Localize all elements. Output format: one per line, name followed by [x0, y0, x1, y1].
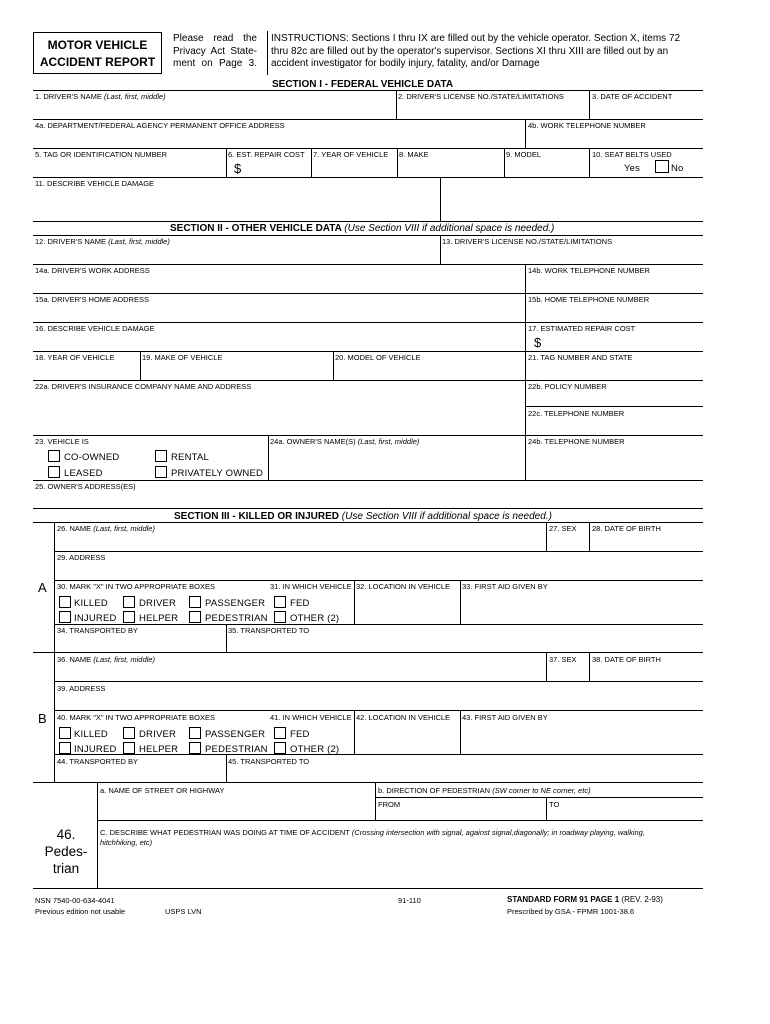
rental-label: RENTAL [171, 452, 209, 463]
f46b-hint: (SW corner to NE corner, etc) [492, 786, 591, 795]
field-18-label: 18. YEAR OF VEHICLE [35, 353, 115, 362]
field-15b-label: 15b. HOME TELEPHONE NUMBER [528, 295, 650, 304]
b-passenger-label: PASSENGER [205, 729, 266, 740]
field-6-label: 6. EST. REPAIR COST [228, 150, 305, 159]
field-34-label: 34. TRANSPORTED BY [57, 626, 138, 635]
field-28-label: 28. DATE OF BIRTH [592, 524, 661, 533]
instructions-line3: accident investigator for bodily injury, fatality, and/or Damage [271, 58, 540, 69]
a-passenger-label: PASSENGER [205, 598, 266, 609]
person-a-letter: A [38, 580, 47, 595]
f26-hint: (Last, first, middle) [93, 524, 155, 533]
field-1-input[interactable] [34, 102, 395, 118]
instructions [271, 33, 701, 71]
field-25-label: 25. OWNER'S ADDRESS(ES) [35, 482, 136, 491]
a-injured-label: INJURED [74, 613, 117, 624]
a-killed-label: KILLED [74, 598, 108, 609]
field-21-label: 21. TAG NUMBER AND STATE [528, 353, 633, 362]
f24a-text: 24a. OWNER'S NAME(S) [270, 437, 356, 446]
field-1-label [35, 92, 166, 101]
field-39-label: 39. ADDRESS [57, 684, 106, 693]
section3-heading [174, 511, 552, 522]
field-15b-input[interactable] [526, 305, 702, 321]
field-13-label: 13. DRIVER'S LICENSE NO./STATE/LIMITATIONS [442, 237, 613, 246]
a-other-label: OTHER (2) [290, 613, 340, 624]
person-b-letter: B [38, 711, 47, 726]
f36-text: 36. NAME [57, 655, 92, 664]
f46c-text: C. DESCRIBE WHAT PEDESTRIAN WAS DOING AT TIME OF ACCIDENT [100, 828, 350, 837]
field-22a-label: 22a. DRIVER'S INSURANCE COMPANY NAME AND ADDRESS [35, 382, 252, 391]
coowned-checkbox[interactable] [48, 450, 60, 462]
f36-hint: (Last, first, middle) [93, 655, 155, 664]
b-killed-label: KILLED [74, 729, 108, 740]
b-pedestrian-label: PEDESTRIAN [205, 744, 268, 755]
b-pedestrian-checkbox[interactable] [189, 742, 201, 754]
field-3-input[interactable] [590, 102, 702, 118]
instructions-line2: thru 82c are filled out by the operator's supervisor. Sections XI thru XIII are filled out by an [271, 45, 669, 57]
section1-heading: SECTION I - FEDERAL VEHICLE DATA [272, 79, 454, 90]
field-12-label [35, 237, 170, 246]
f1-text: 1. DRIVER'S NAME [35, 92, 102, 101]
form-title-line2: ACCIDENT REPORT [39, 55, 156, 69]
field-32-label: 32. LOCATION IN VEHICLE [356, 582, 451, 591]
a-killed-checkbox[interactable] [59, 596, 71, 608]
field-4a-input[interactable] [34, 131, 524, 147]
field-36-label [57, 655, 155, 664]
seat-belts-yes-label: Yes [624, 163, 641, 174]
footer-prescribed: Prescribed by GSA - FPMR 1001-38.6 [507, 907, 635, 916]
a-driver-label: DRIVER [139, 598, 177, 609]
field-38-label: 38. DATE OF BIRTH [592, 655, 661, 664]
a-pedestrian-checkbox[interactable] [189, 611, 201, 623]
a-pedestrian-label: PEDESTRIAN [205, 613, 268, 624]
field-10-label: 10. SEAT BELTS USED [592, 150, 672, 159]
section2-note: (Use Section VIII if additional space is needed.) [344, 223, 555, 234]
field-14b-input[interactable] [526, 276, 702, 292]
field-15a-label: 15a. DRIVER'S HOME ADDRESS [35, 295, 149, 304]
a-other-checkbox[interactable] [274, 611, 286, 623]
form-title-line1: MOTOR VEHICLE [47, 38, 148, 52]
b-fed-label: FED [290, 729, 310, 740]
field-12-input[interactable] [34, 247, 439, 263]
privately-owned-clip [171, 466, 264, 480]
b-helper-checkbox[interactable] [123, 742, 135, 754]
field-24a-label [270, 437, 419, 446]
field-46c-hint-2 [100, 838, 152, 847]
privately-owned-label: PRIVATELY OWNED [171, 468, 264, 479]
section3-title: SECTION III - KILLED OR INJURED [174, 511, 340, 522]
f24a-hint: (Last, first, middle) [357, 437, 420, 446]
field-17-dollar: $ [534, 335, 542, 350]
b-injured-label: INJURED [74, 744, 117, 755]
field-7-label: 7. YEAR OF VEHICLE [313, 150, 389, 159]
footer-usps: USPS LVN [165, 907, 202, 916]
field-14a-input[interactable] [34, 276, 524, 292]
field-46b-label [378, 786, 591, 795]
a-injured-checkbox[interactable] [59, 611, 71, 623]
pedestrian-label-line1: 46. Pedes- [44, 827, 88, 859]
field-13-input[interactable] [441, 247, 702, 263]
from-label: FROM [378, 800, 401, 809]
b-other-label: OTHER (2) [290, 744, 340, 755]
instructions-line1: INSTRUCTIONS: Sections I thru IX are filled out by the vehicle operator. Section X, items 72 [271, 33, 681, 44]
field-2-input[interactable] [397, 102, 588, 118]
b-helper-label: HELPER [139, 744, 179, 755]
field-22b-label: 22b. POLICY NUMBER [528, 382, 607, 391]
pedestrian-label-line2: trian [52, 861, 80, 876]
b-passenger-checkbox[interactable] [189, 727, 201, 739]
field-23-label: 23. VEHICLE IS [35, 437, 89, 446]
f46c-hint-line1: (Crossing intersection with signal, against signal,diagonally; in roadway playing, walking, [351, 828, 645, 837]
f12-hint: (Last, first, middle) [108, 237, 170, 246]
field-40-label: 40. MARK "X" IN TWO APPROPRIATE BOXES [57, 713, 216, 722]
leased-checkbox[interactable] [48, 466, 60, 478]
a-helper-label: HELPER [139, 613, 179, 624]
field-22c-label: 22c. TELEPHONE NUMBER [528, 409, 625, 418]
footer-code: 91-110 [398, 896, 421, 905]
privacy-line3: ment on Page 3. [173, 58, 257, 69]
field-35-label: 35. TRANSPORTED TO [228, 626, 310, 635]
privacy-line2: Privacy Act State- [173, 45, 257, 57]
to-label: TO [549, 800, 560, 809]
b-injured-checkbox[interactable] [59, 742, 71, 754]
a-helper-checkbox[interactable] [123, 611, 135, 623]
b-killed-checkbox[interactable] [59, 727, 71, 739]
footer-prev: Previous edition not usable [35, 907, 126, 916]
f46c-hint-line2: hitchhiking, etc) [100, 838, 153, 847]
field-45-label: 45. TRANSPORTED TO [228, 757, 310, 766]
field-7-input[interactable] [312, 160, 396, 176]
field-9-label: 9. MODEL [506, 150, 542, 159]
field-37-label: 37. SEX [549, 655, 577, 664]
b-fed-checkbox[interactable] [274, 727, 286, 739]
field-11-label: 11. DESCRIBE VEHICLE DAMAGE [35, 179, 155, 188]
field-2-label: 2. DRIVER'S LICENSE NO./STATE/LIMITATIONS [398, 92, 564, 101]
field-6-dollar: $ [234, 161, 242, 176]
field-14a-label: 14a. DRIVER'S WORK ADDRESS [35, 266, 150, 275]
footer-form [507, 895, 663, 904]
field-8-input[interactable] [398, 160, 503, 176]
seat-belts-yes-checkbox[interactable] [655, 160, 669, 173]
b-other-checkbox[interactable] [274, 742, 286, 754]
field-8-label: 8. MAKE [399, 150, 429, 159]
footer-rev: (REV. 2-93) [621, 895, 663, 904]
field-16-label: 16. DESCRIBE VEHICLE DAMAGE [35, 324, 155, 333]
field-43-label: 43. FIRST AID GIVEN BY [462, 713, 548, 722]
field-4a-label: 4a. DEPARTMENT/FEDERAL AGENCY PERMANENT OFFICE ADDRESS [35, 121, 285, 130]
field-15a-input[interactable] [34, 305, 524, 321]
privacy-notice [173, 33, 257, 71]
field-31-label: 31. IN WHICH VEHICLE [270, 582, 352, 591]
field-14b-label: 14b. WORK TELEPHONE NUMBER [528, 266, 650, 275]
field-26-label [57, 524, 155, 533]
b-driver-label: DRIVER [139, 729, 177, 740]
field-17-label: 17. ESTIMATED REPAIR COST [528, 324, 636, 333]
field-29-label: 29. ADDRESS [57, 553, 106, 562]
field-33-label: 33. FIRST AID GIVEN BY [462, 582, 548, 591]
a-fed-checkbox[interactable] [274, 596, 286, 608]
seat-belts-no-label: No [671, 163, 684, 174]
field-46c-input[interactable] [98, 850, 702, 887]
rental-checkbox[interactable] [155, 450, 167, 462]
f1-hint: (Last, first, middle) [103, 92, 166, 101]
field-20-label: 20. MODEL OF VEHICLE [335, 353, 421, 362]
field-5-label: 5. TAG OR IDENTIFICATION NUMBER [35, 150, 168, 159]
field-30-label: 30. MARK "X" IN TWO APPROPRIATE BOXES [57, 582, 216, 591]
field-16-input[interactable] [34, 334, 524, 350]
field-46c-label [100, 828, 645, 837]
privacy-line1: Please read the [173, 33, 257, 44]
a-fed-label: FED [290, 598, 310, 609]
section2-heading [170, 223, 554, 234]
footer-form-title: STANDARD FORM 91 PAGE 1 [507, 895, 620, 904]
field-11-input[interactable] [34, 189, 702, 220]
field-44-label: 44. TRANSPORTED BY [57, 757, 138, 766]
a-driver-checkbox[interactable] [123, 596, 135, 608]
coowned-label: CO-OWNED [64, 452, 120, 463]
pedestrian-label [34, 826, 98, 877]
footer-nsn: NSN 7540-00-634-4041 [35, 896, 115, 905]
f12-text: 12. DRIVER'S NAME [35, 237, 107, 246]
section3-note: (Use Section VIII if additional space is needed.) [341, 511, 552, 522]
field-4b-label: 4b. WORK TELEPHONE NUMBER [528, 121, 646, 130]
leased-label: LEASED [64, 468, 103, 479]
field-41-label: 41. IN WHICH VEHICLE [270, 713, 352, 722]
field-46a-label: a. NAME OF STREET OR HIGHWAY [100, 786, 225, 795]
f26-text: 26. NAME [57, 524, 92, 533]
privately-owned-checkbox[interactable] [155, 466, 167, 478]
section2-title: SECTION II - OTHER VEHICLE DATA [170, 223, 342, 234]
field-42-label: 42. LOCATION IN VEHICLE [356, 713, 451, 722]
a-passenger-checkbox[interactable] [189, 596, 201, 608]
field-5-input[interactable] [34, 160, 225, 176]
f46b-text: b. DIRECTION OF PEDESTRIAN [378, 786, 491, 795]
field-19-label: 19. MAKE OF VEHICLE [142, 353, 223, 362]
b-driver-checkbox[interactable] [123, 727, 135, 739]
field-27-label: 27. SEX [549, 524, 577, 533]
field-4b-input[interactable] [526, 131, 702, 147]
field-9-input[interactable] [505, 160, 588, 176]
field-24b-label: 24b. TELEPHONE NUMBER [528, 437, 625, 446]
form-title [33, 37, 162, 71]
field-3-label: 3. DATE OF ACCIDENT [592, 92, 673, 101]
